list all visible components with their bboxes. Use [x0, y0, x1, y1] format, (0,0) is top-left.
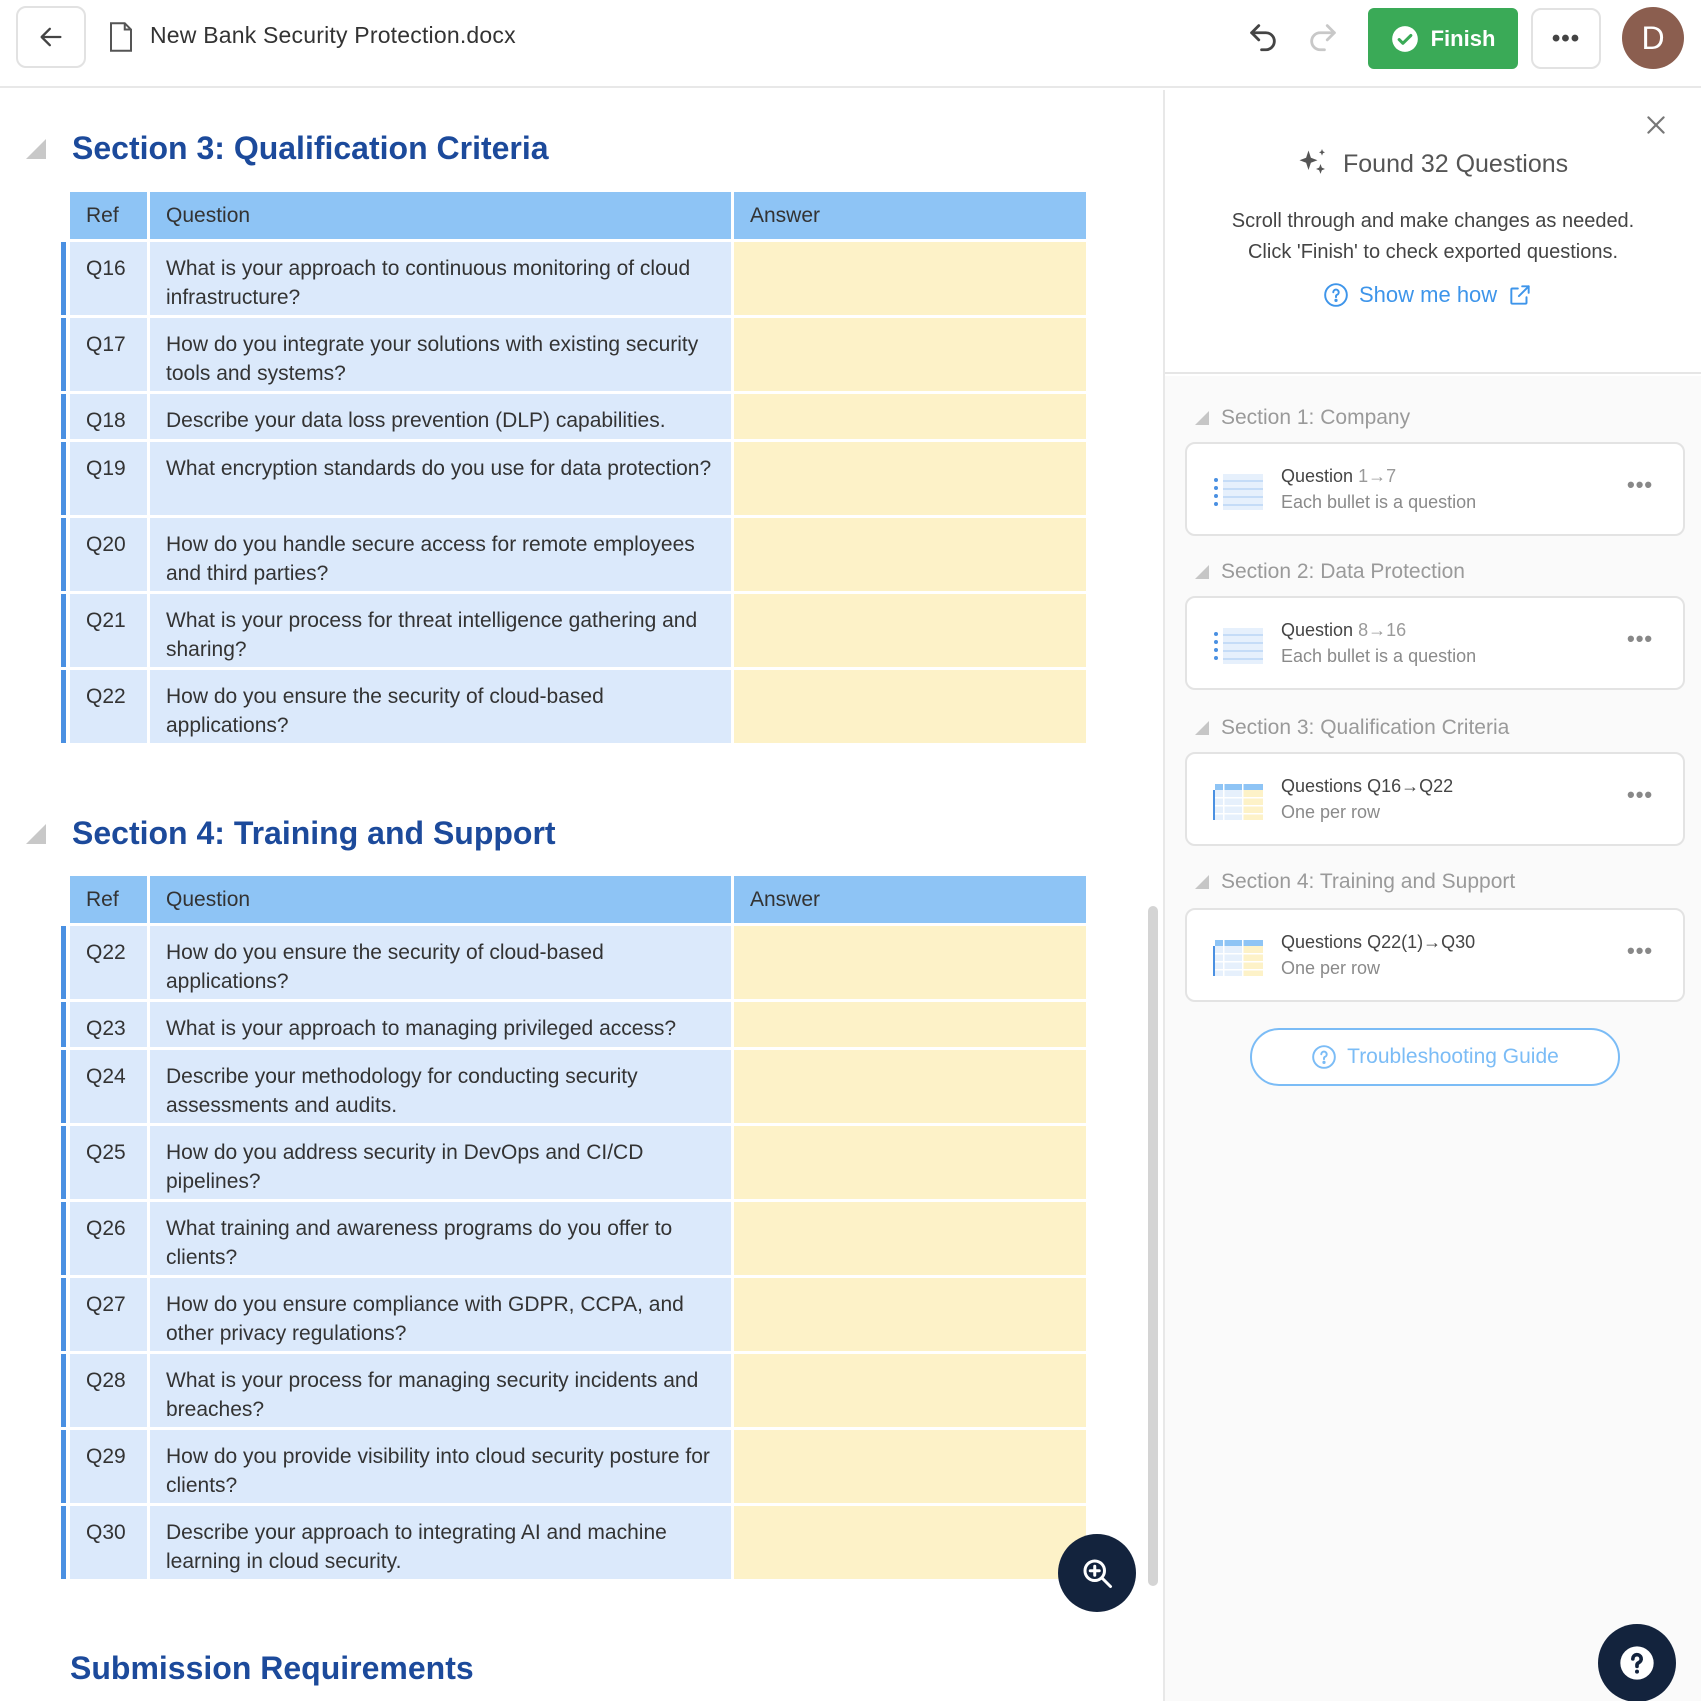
table-row[interactable]: [70, 1427, 1086, 1503]
section-3-table: [70, 192, 1086, 743]
answer-cell[interactable]: [734, 439, 1086, 515]
zoom-button[interactable]: [1058, 1534, 1136, 1612]
answer-cell[interactable]: [734, 515, 1086, 591]
question-cell: Describe your approach to integrating AI and machine learning in cloud security.: [150, 1503, 734, 1579]
collapse-toggle-icon: [1195, 411, 1209, 425]
card-more-button[interactable]: •••: [1627, 782, 1654, 807]
question-group-card[interactable]: [1185, 596, 1685, 690]
question-cell: What encryption standards do you use for data protection?: [150, 439, 734, 515]
ref-cell: Q29: [70, 1427, 150, 1503]
question-cell: What is your approach to managing privileged access?: [150, 999, 734, 1047]
help-button[interactable]: [1598, 1624, 1676, 1701]
answer-cell[interactable]: [734, 923, 1086, 999]
table-row[interactable]: [70, 391, 1086, 439]
sparkle-icon: [1295, 146, 1331, 182]
table-icon: [1213, 782, 1265, 822]
ref-cell: Q22: [70, 667, 150, 743]
question-cell: How do you provide visibility into cloud security posture for clients?: [150, 1427, 734, 1503]
table-row[interactable]: [70, 1123, 1086, 1199]
question-header: Question: [150, 876, 734, 923]
section-3-heading: [26, 130, 549, 167]
collapse-toggle-icon: [1195, 565, 1209, 579]
close-panel-button[interactable]: [1643, 112, 1669, 146]
answer-header: Answer: [734, 192, 1086, 239]
found-questions-row: [1295, 146, 1568, 182]
card-title: [1281, 466, 1396, 487]
undo-button[interactable]: [1246, 20, 1280, 59]
answer-cell[interactable]: [734, 1427, 1086, 1503]
ref-cell: Q22: [70, 923, 150, 999]
collapse-toggle-icon: [1195, 721, 1209, 735]
answer-cell[interactable]: [734, 1275, 1086, 1351]
panel-section-title: Section 4: Training and Support: [1221, 870, 1516, 893]
question-cell: What is your process for threat intelligence gathering and sharing?: [150, 591, 734, 667]
ref-cell: Q20: [70, 515, 150, 591]
panel-instructions: [1165, 206, 1701, 268]
card-more-button[interactable]: •••: [1627, 626, 1654, 651]
card-more-button[interactable]: •••: [1627, 472, 1654, 497]
card-title: [1281, 776, 1453, 797]
card-title: [1281, 620, 1406, 641]
question-cell: How do you address security in DevOps and CI/CD pipelines?: [150, 1123, 734, 1199]
card-description: One per row: [1281, 958, 1381, 978]
show-me-how-label: Show me how: [1359, 282, 1498, 307]
section-4-title: Section 4: Training and Support: [72, 815, 556, 851]
question-circle-icon: [1323, 282, 1349, 308]
question-group-card[interactable]: [1185, 752, 1685, 846]
ref-cell: Q16: [70, 239, 150, 315]
card-range: 8→16: [1358, 620, 1407, 640]
answer-cell[interactable]: [734, 1199, 1086, 1275]
table-row[interactable]: [70, 1047, 1086, 1123]
zoom-in-icon: [1079, 1555, 1115, 1591]
question-cell: How do you ensure the security of cloud-based applications?: [150, 923, 734, 999]
card-label: Questions: [1281, 932, 1363, 952]
ref-cell: Q26: [70, 1199, 150, 1275]
card-title: [1281, 932, 1475, 953]
ref-header: Ref: [70, 192, 150, 239]
collapse-toggle-icon: [1195, 875, 1209, 889]
ref-cell: Q18: [70, 391, 150, 439]
question-cell: What is your approach to continuous monitoring of cloud infrastructure?: [150, 239, 734, 315]
instruction-line-2: Click 'Finish' to check exported questions.: [1247, 241, 1619, 263]
table-row[interactable]: [70, 1503, 1086, 1579]
ref-cell: Q21: [70, 591, 150, 667]
answer-header: Answer: [734, 876, 1086, 923]
question-group-card[interactable]: [1185, 908, 1685, 1002]
answer-cell[interactable]: [734, 1123, 1086, 1199]
bullet-list-icon: [1213, 626, 1265, 666]
answer-cell[interactable]: [734, 1047, 1086, 1123]
panel-section-1-heading[interactable]: [1195, 406, 1410, 430]
card-more-button[interactable]: •••: [1627, 938, 1654, 963]
answer-cell[interactable]: [734, 999, 1086, 1047]
top-bar: [0, 0, 1701, 88]
arrow-left-icon: [37, 23, 65, 51]
answer-cell[interactable]: [734, 239, 1086, 315]
check-circle-icon: [1391, 25, 1419, 53]
answer-cell[interactable]: [734, 667, 1086, 743]
table-row[interactable]: [70, 439, 1086, 515]
troubleshooting-guide-button[interactable]: [1250, 1028, 1620, 1086]
found-questions-title: Found 32 Questions: [1343, 149, 1569, 178]
collapse-toggle-icon[interactable]: [26, 139, 46, 159]
panel-summary: [1165, 90, 1701, 374]
card-description: Each bullet is a question: [1281, 492, 1477, 512]
ref-cell: Q28: [70, 1351, 150, 1427]
table-header-row: [70, 192, 1086, 239]
ref-cell: Q25: [70, 1123, 150, 1199]
panel-section-3-heading[interactable]: [1195, 716, 1509, 740]
more-options-button[interactable]: •••: [1531, 8, 1601, 69]
troubleshooting-label: Troubleshooting Guide: [1347, 1045, 1559, 1068]
card-range: 1→7: [1358, 466, 1397, 486]
question-cell: Describe your data loss prevention (DLP) capabilities.: [150, 391, 734, 439]
bullet-list-icon: [1213, 472, 1265, 512]
ref-cell: Q30: [70, 1503, 150, 1579]
table-row[interactable]: [70, 515, 1086, 591]
question-cell: What is your process for managing security incidents and breaches?: [150, 1351, 734, 1427]
panel-section-list: [1165, 376, 1701, 1701]
section-4-heading: [26, 815, 556, 852]
back-button[interactable]: [16, 6, 86, 68]
ref-cell: Q23: [70, 999, 150, 1047]
close-icon: [1643, 112, 1669, 138]
collapse-toggle-icon[interactable]: [26, 824, 46, 844]
questions-panel: [1163, 90, 1701, 1701]
panel-section-title: Section 1: Company: [1221, 406, 1411, 429]
card-range: Q22(1)→Q30: [1367, 932, 1476, 952]
document-scrollbar[interactable]: [1148, 906, 1158, 1586]
question-circle-icon: [1617, 1643, 1657, 1683]
table-row[interactable]: [70, 923, 1086, 999]
ref-cell: Q17: [70, 315, 150, 391]
table-row[interactable]: [70, 1351, 1086, 1427]
finish-label: Finish: [1430, 25, 1496, 51]
redo-icon: [1306, 20, 1340, 54]
panel-section-4-heading[interactable]: [1195, 870, 1515, 894]
card-label: Question: [1281, 466, 1354, 486]
external-link-icon: [1507, 282, 1533, 308]
table-header-row: [70, 876, 1086, 923]
document-area: [0, 90, 1163, 1701]
submission-title: Submission Requirements: [70, 1650, 474, 1686]
instruction-line-1: Scroll through and make changes as needed.: [1231, 210, 1635, 232]
avatar[interactable]: D: [1622, 7, 1684, 69]
answer-cell[interactable]: [734, 1351, 1086, 1427]
question-cell: How do you ensure the security of cloud-based applications?: [150, 667, 734, 743]
card-range: Q16→Q22: [1367, 776, 1454, 796]
ref-cell: Q27: [70, 1275, 150, 1351]
table-row[interactable]: [70, 591, 1086, 667]
answer-cell[interactable]: [734, 1503, 1086, 1579]
panel-section-title: Section 3: Qualification Criteria: [1221, 716, 1510, 739]
finish-button[interactable]: [1368, 8, 1518, 69]
table-icon: [1213, 938, 1265, 978]
table-row[interactable]: [70, 1275, 1086, 1351]
submission-heading: [70, 1650, 474, 1687]
answer-cell[interactable]: [734, 391, 1086, 439]
document-title: New Bank Security Protection.docx: [150, 22, 516, 48]
table-row[interactable]: [70, 239, 1086, 315]
question-cell: How do you handle secure access for remote employees and third parties?: [150, 515, 734, 591]
answer-cell[interactable]: [734, 315, 1086, 391]
undo-icon: [1246, 20, 1280, 54]
table-row[interactable]: [70, 667, 1086, 743]
question-header: Question: [150, 192, 734, 239]
panel-section-title: Section 2: Data Protection: [1221, 560, 1465, 583]
answer-cell[interactable]: [734, 591, 1086, 667]
panel-section-2-heading[interactable]: [1195, 560, 1465, 584]
question-circle-icon: [1311, 1044, 1337, 1070]
ref-cell: Q19: [70, 439, 150, 515]
table-row[interactable]: [70, 999, 1086, 1047]
card-description: One per row: [1281, 802, 1381, 822]
card-label: Questions: [1281, 776, 1363, 796]
document-icon: [108, 22, 134, 57]
section-3-title: Section 3: Qualification Criteria: [72, 130, 549, 166]
question-cell: Describe your methodology for conducting security assessments and audits.: [150, 1047, 734, 1123]
question-group-card[interactable]: [1185, 442, 1685, 536]
table-row[interactable]: [70, 315, 1086, 391]
redo-button[interactable]: [1306, 20, 1340, 59]
ref-header: Ref: [70, 876, 150, 923]
question-cell: How do you integrate your solutions with existing security tools and systems?: [150, 315, 734, 391]
card-label: Question: [1281, 620, 1354, 640]
show-me-how-link[interactable]: [1323, 282, 1533, 308]
table-row[interactable]: [70, 1199, 1086, 1275]
question-cell: How do you ensure compliance with GDPR, CCPA, and other privacy regulations?: [150, 1275, 734, 1351]
card-description: Each bullet is a question: [1281, 646, 1477, 666]
ref-cell: Q24: [70, 1047, 150, 1123]
question-cell: What training and awareness programs do you offer to clients?: [150, 1199, 734, 1275]
section-4-table: [70, 876, 1086, 1579]
